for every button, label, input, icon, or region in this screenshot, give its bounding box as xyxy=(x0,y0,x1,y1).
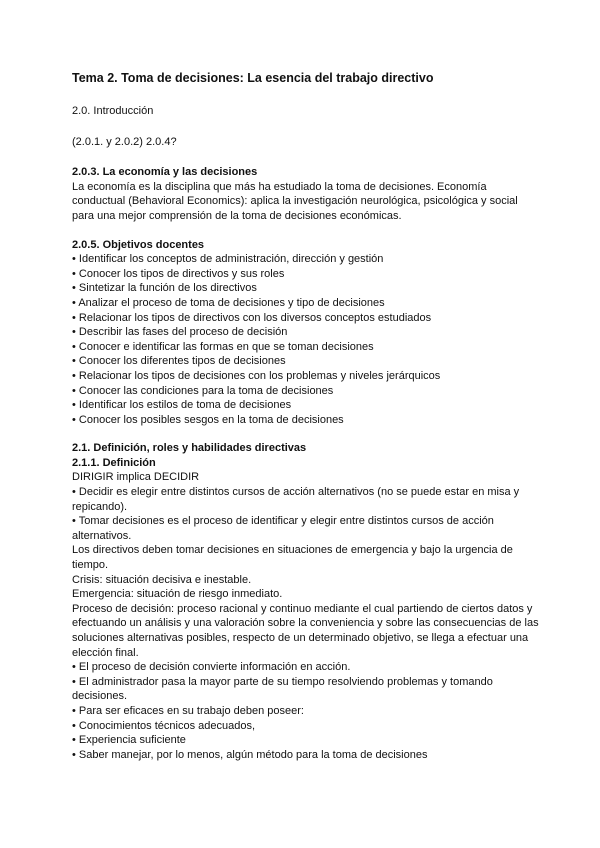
bullet-text: Para ser eficaces en su trabajo deben poseer: xyxy=(78,704,304,717)
intro-heading: 2.0. Introducción xyxy=(72,105,154,117)
bullet-text: Saber manejar, por lo menos, algún método para la toma de decisiones xyxy=(78,748,428,761)
section-definicion xyxy=(72,441,542,762)
list-item: • Identificar los conceptos de administración, dirección y gestión xyxy=(72,253,384,266)
list-item: • Conocimientos técnicos adecuados, xyxy=(72,719,256,732)
section-objetivos xyxy=(72,238,542,428)
bullet-text: Describir las fases del proceso de decisión xyxy=(78,326,288,339)
emergencia-line: Emergencia: situación de riesgo inmediato. xyxy=(72,588,283,601)
section-economia-heading: 2.0.3. La economía y las decisiones xyxy=(72,166,258,179)
crisis-line: Crisis: situación decisiva e inestable. xyxy=(72,573,252,586)
bullet-text: Conocimientos técnicos adecuados, xyxy=(78,719,256,732)
section-economia-body: La economía es la disciplina que más ha estudiado la toma de decisiones. Economía conductual (Behavioral Economics): aplica la investigación neurológica, psicológica y social para una mejor comprensión de la toma de decisiones económicas. xyxy=(72,180,518,222)
bullet-text: Identificar los conceptos de administración, dirección y gestión xyxy=(78,253,384,266)
list-item: • Tomar decisiones es el proceso de identificar y elegir entre distintos cursos de acción alternativos. xyxy=(72,515,494,542)
section-economia xyxy=(72,165,542,223)
bullet-text: Tomar decisiones es el proceso de identificar y elegir entre distintos cursos de acción alternativos. xyxy=(72,515,494,542)
bullet-text: Conocer los tipos de directivos y sus roles xyxy=(78,267,285,280)
list-item: • Relacionar los tipos de decisiones con los problemas y niveles jerárquicos xyxy=(72,369,441,382)
dirigir-line: DIRIGIR implica DECIDIR xyxy=(72,471,200,484)
list-item: • Conocer los diferentes tipos de decisiones xyxy=(72,355,286,368)
list-item: • Experiencia suficiente xyxy=(72,734,186,747)
section-objetivos-heading: 2.0.5. Objetivos docentes xyxy=(72,238,205,251)
bullet-text: Identificar los estilos de toma de decisiones xyxy=(78,399,292,412)
list-item: • El administrador pasa la mayor parte de su tiempo resolviendo problemas y tomando decisiones. xyxy=(72,675,493,703)
list-item: • Relacionar los tipos de directivos con los diversos conceptos estudiados xyxy=(72,311,432,324)
list-item: • Conocer las condiciones para la toma de decisiones xyxy=(72,384,334,397)
list-item: • Saber manejar, por lo menos, algún método para la toma de decisiones xyxy=(72,748,428,761)
document-page xyxy=(72,70,542,776)
list-item: • Decidir es elegir entre distintos cursos de acción alternativos (no se puede estar en misa y repicando). xyxy=(72,486,520,513)
proceso-paragraph: Proceso de decisión: proceso racional y continuo mediante el cual partiendo de ciertos datos y efectuando un análisis y una valoración sobre la conveniencia y sobre las consecuencias de las soluciones alternativas posibles, respecto de un determinado objetivo, se llega a efectuar una elección final. xyxy=(72,602,539,659)
bullet-text: Analizar el proceso de toma de decisiones y tipo de decisiones xyxy=(78,296,385,309)
list-item: • Conocer e identificar las formas en que se toman decisiones xyxy=(72,340,374,353)
list-item: • Identificar los estilos de toma de decisiones xyxy=(72,399,292,412)
bullet-text: Conocer los posibles sesgos en la toma de decisiones xyxy=(78,413,344,426)
section-definicion-heading: 2.1. Definición, roles y habilidades directivas xyxy=(72,442,307,455)
objetivos-list xyxy=(72,252,542,427)
document-title: Tema 2. Toma de decisiones: La esencia del trabajo directivo xyxy=(72,71,434,85)
bullet-text: Decidir es elegir entre distintos cursos de acción alternativos (no se puede estar en misa y repicando). xyxy=(72,486,520,513)
bullet-text: Conocer e identificar las formas en que se toman decisiones xyxy=(78,340,374,353)
bullet-text: Conocer las condiciones para la toma de decisiones xyxy=(78,384,334,397)
bullet-text: El proceso de decisión convierte información en acción. xyxy=(78,661,351,674)
bullet-text: Relacionar los tipos de directivos con los diversos conceptos estudiados xyxy=(78,311,432,324)
list-item: • El proceso de decisión convierte información en acción. xyxy=(72,661,351,674)
intro-note: (2.0.1. y 2.0.2) 2.0.4? xyxy=(72,135,177,148)
list-item: • Sintetizar la función de los directivos xyxy=(72,282,257,295)
bullet-text: Conocer los diferentes tipos de decisiones xyxy=(78,355,286,368)
bullet-text: Sintetizar la función de los directivos xyxy=(78,282,257,295)
directivos-paragraph: Los directivos deben tomar decisiones en situaciones de emergencia y bajo la urgencia de tiempo. xyxy=(72,544,513,572)
list-item: • Analizar el proceso de toma de decisiones y tipo de decisiones xyxy=(72,296,385,309)
list-item: • Conocer los posibles sesgos en la toma de decisiones xyxy=(72,413,344,426)
list-item: • Conocer los tipos de directivos y sus roles xyxy=(72,267,285,280)
bullet-text: Relacionar los tipos de decisiones con los problemas y niveles jerárquicos xyxy=(78,369,441,382)
list-item: • Para ser eficaces en su trabajo deben poseer: xyxy=(72,704,304,717)
list-item: • Describir las fases del proceso de decisión xyxy=(72,326,288,339)
subsection-definicion-heading: 2.1.1. Definición xyxy=(72,456,156,469)
bullet-text: Experiencia suficiente xyxy=(78,734,186,747)
bullet-text: El administrador pasa la mayor parte de su tiempo resolviendo problemas y tomando decisiones. xyxy=(72,675,493,703)
